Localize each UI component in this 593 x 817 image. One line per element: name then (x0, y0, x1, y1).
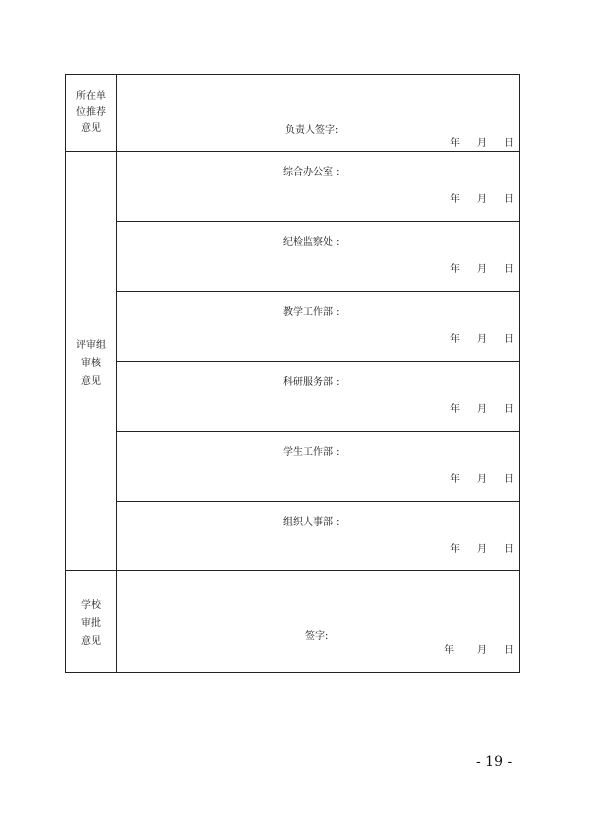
date-month: 月 (477, 138, 487, 149)
label-line: 审核 (81, 358, 101, 369)
unit-recommendation-label (66, 89, 116, 137)
date-day: 日 (504, 334, 514, 345)
department-label: 教学工作部 : (283, 307, 340, 318)
label-line: 审批 (81, 618, 101, 629)
date-day: 日 (504, 264, 514, 275)
department-label: 组织人事部 : (283, 517, 340, 528)
date-month: 月 (477, 404, 487, 415)
department-label: 科研服务部 : (283, 377, 340, 388)
page-number: - 19 - (476, 754, 513, 770)
date-month: 月 (477, 544, 487, 555)
date-month: 月 (477, 645, 487, 656)
responsible-person-signature-label: 负责人签字: (285, 125, 339, 136)
label-line: 位推荐 (76, 107, 106, 118)
date-year: 年 (450, 334, 460, 345)
signature-label: 签字: (305, 631, 329, 642)
date-year: 年 (444, 645, 454, 656)
approval-form-table (65, 74, 520, 673)
date-year: 年 (450, 404, 460, 415)
date-day: 日 (504, 404, 514, 415)
date-day: 日 (504, 544, 514, 555)
date-day: 日 (504, 645, 514, 656)
date-month: 月 (477, 194, 487, 205)
date-year: 年 (450, 138, 460, 149)
row-divider (116, 431, 519, 432)
label-line: 评审组 (76, 340, 106, 351)
row-divider (116, 221, 519, 222)
label-column-divider (116, 75, 117, 672)
label-line: 学校 (81, 600, 101, 611)
section-divider (66, 151, 519, 152)
label-line: 意见 (81, 636, 101, 647)
department-label: 纪检监察处 : (283, 237, 340, 248)
school-approval-label (66, 597, 116, 651)
department-label: 学生工作部 : (283, 447, 340, 458)
row-divider (116, 361, 519, 362)
date-year: 年 (450, 194, 460, 205)
date-day: 日 (504, 194, 514, 205)
section-divider (66, 570, 519, 571)
row-divider (116, 501, 519, 502)
date-day: 日 (504, 474, 514, 485)
label-line: 意见 (81, 376, 101, 387)
label-line: 所在单 (76, 91, 106, 102)
date-day: 日 (504, 138, 514, 149)
row-divider (116, 291, 519, 292)
date-month: 月 (477, 334, 487, 345)
date-month: 月 (477, 474, 487, 485)
date-year: 年 (450, 264, 460, 275)
review-group-label (66, 337, 116, 391)
date-year: 年 (450, 474, 460, 485)
department-label: 综合办公室 : (283, 167, 340, 178)
label-line: 意见 (81, 123, 101, 134)
date-year: 年 (450, 544, 460, 555)
date-month: 月 (477, 264, 487, 275)
